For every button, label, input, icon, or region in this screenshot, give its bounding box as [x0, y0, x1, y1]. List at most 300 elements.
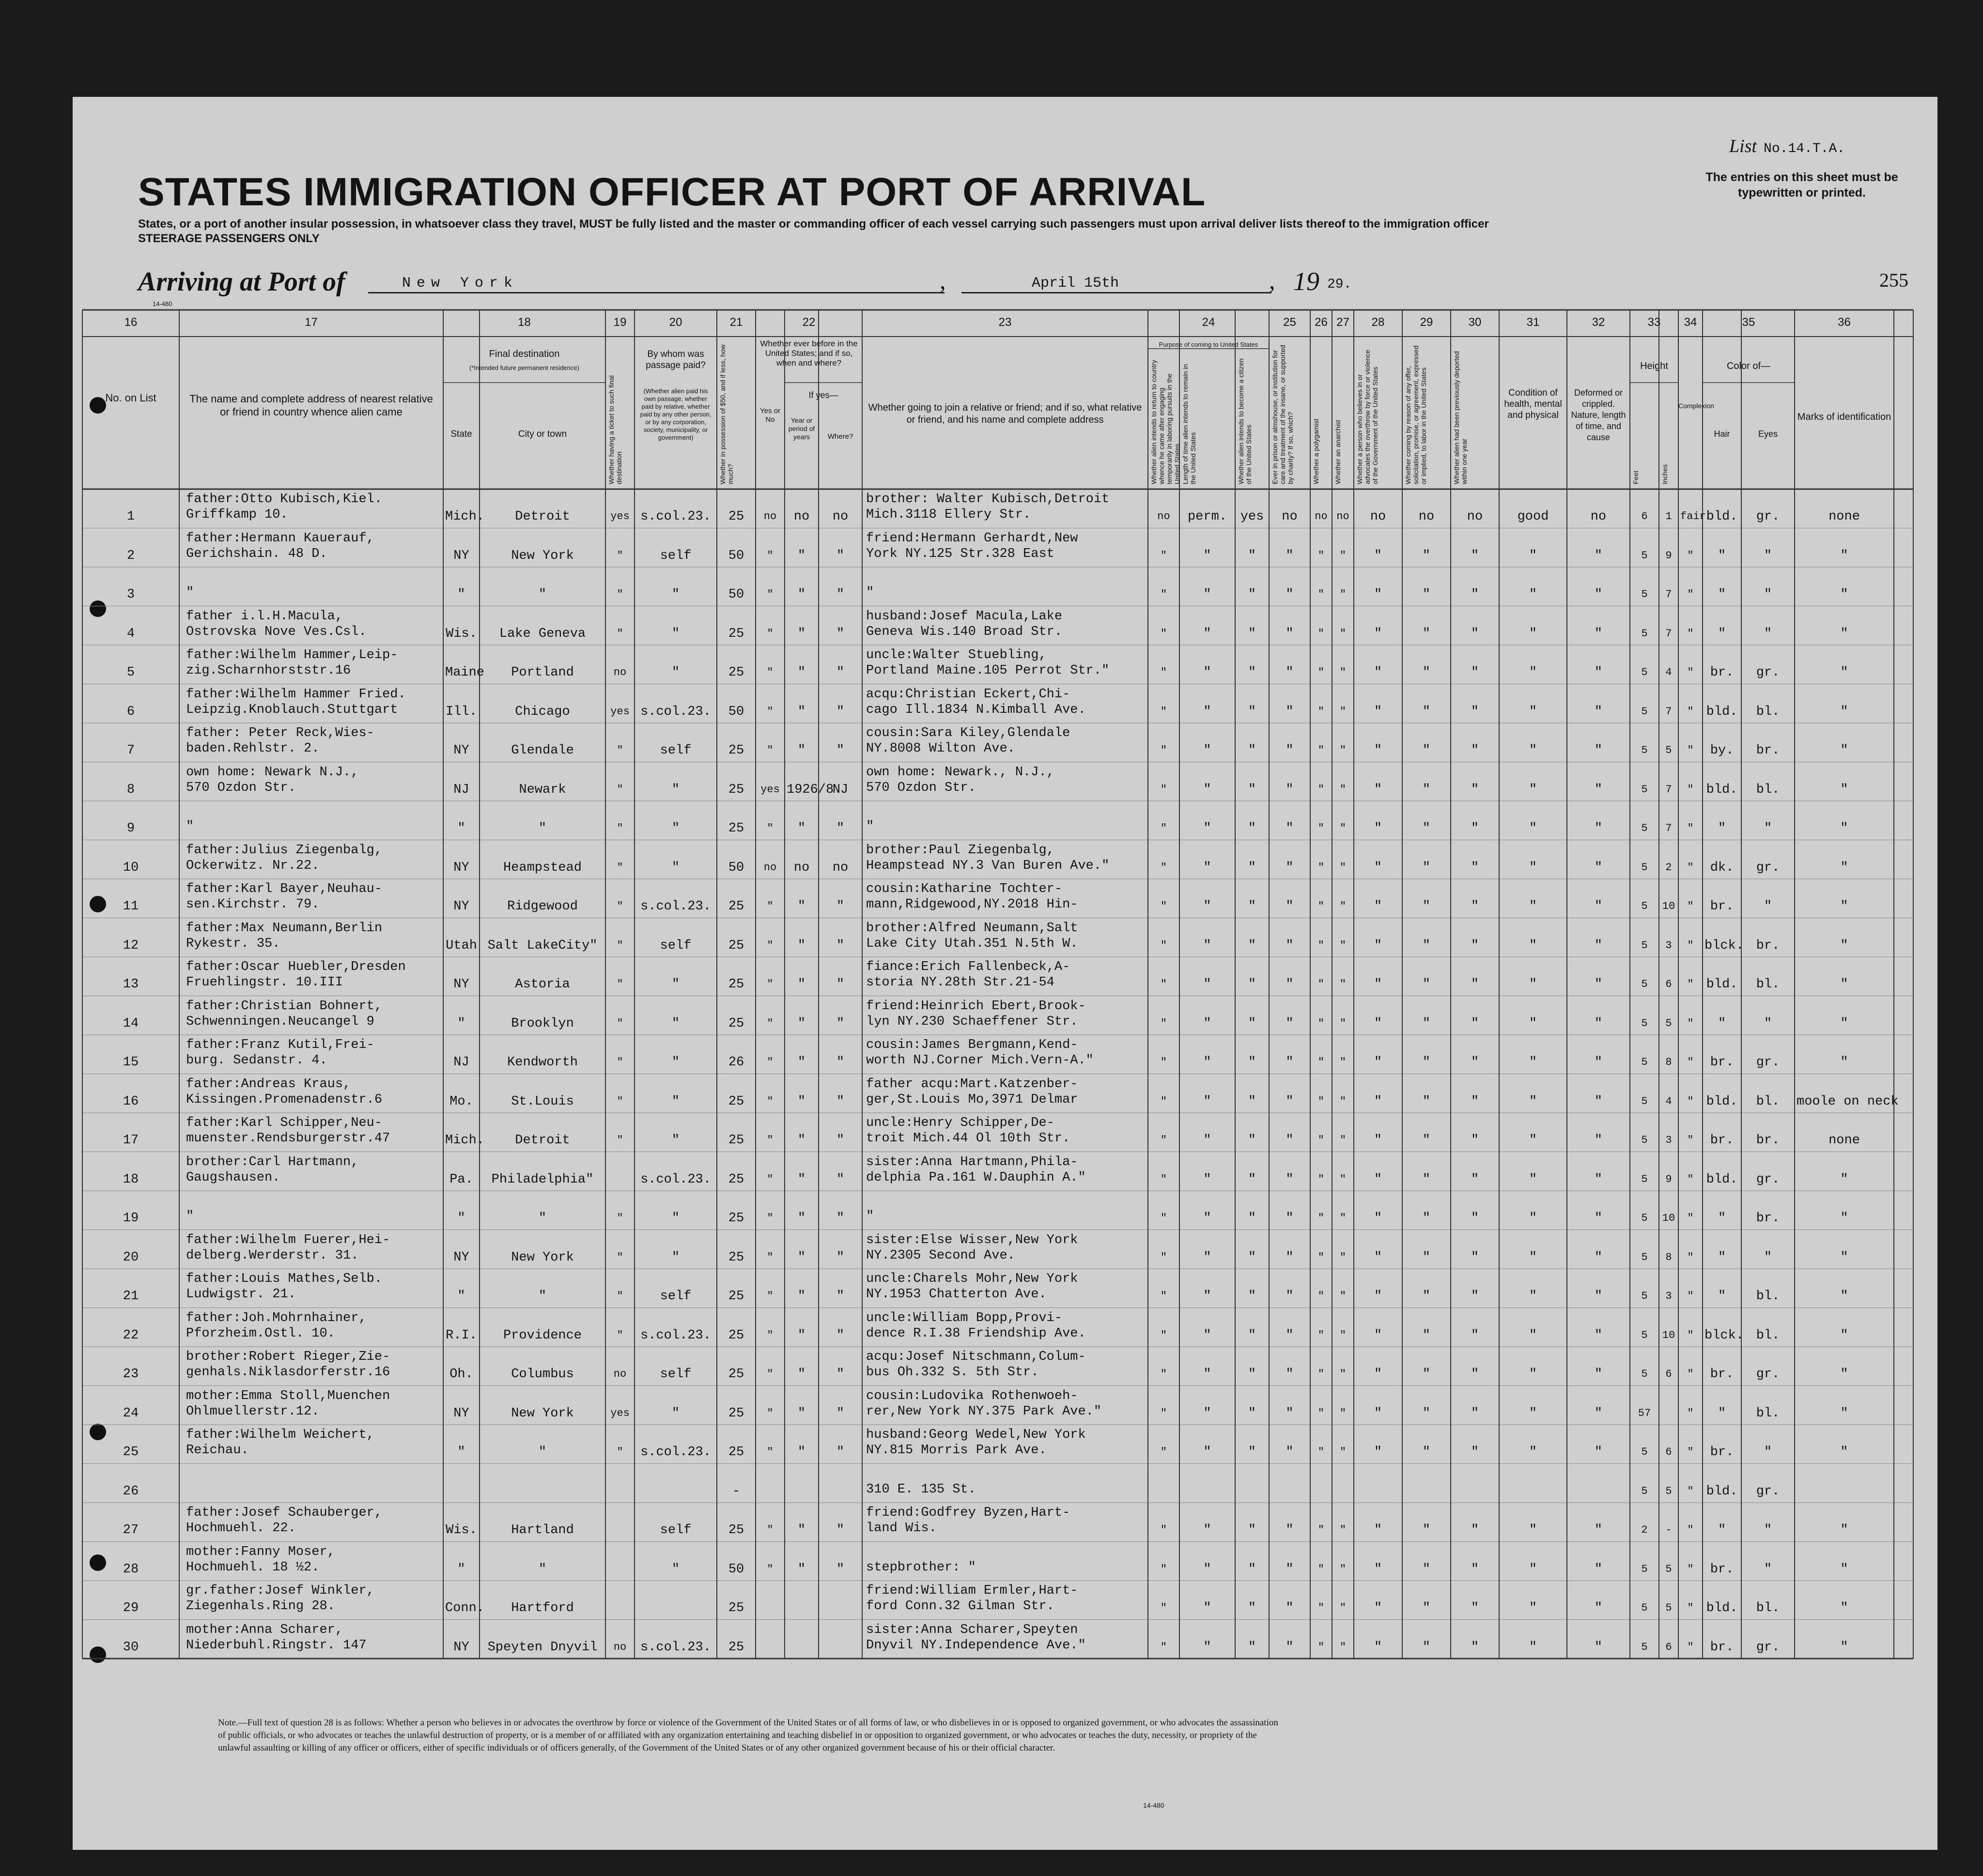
cell-c26: "	[1317, 822, 1325, 834]
relative-address: Rykestr. 35.	[186, 936, 280, 951]
cell-c30: "	[1471, 1289, 1479, 1304]
header-where: Where?	[827, 432, 853, 441]
cell-paid: s.col.23.	[640, 1445, 711, 1460]
cell-where: "	[836, 665, 845, 680]
cell-inches: 10	[1662, 1329, 1675, 1341]
cell-c27: "	[1339, 1602, 1347, 1614]
cell-health: "	[1529, 821, 1537, 836]
cell-paid: "	[671, 1016, 680, 1031]
cell-inches: 3	[1665, 1134, 1672, 1146]
cell-complexion: "	[1687, 1407, 1694, 1419]
cell-inches: 7	[1665, 627, 1672, 640]
cell-c27: "	[1339, 666, 1347, 678]
cell-c30: "	[1471, 704, 1479, 719]
cell-c26: "	[1317, 1056, 1325, 1068]
cell-where: no	[832, 509, 849, 524]
header-condition-of-health: Condition of health, mental and physical	[1504, 388, 1562, 420]
cell-c24c: "	[1248, 1406, 1256, 1421]
cell-c24c: "	[1248, 977, 1256, 992]
relative-name: own home: Newark N.J.,	[186, 765, 359, 780]
column-number: 18	[518, 316, 531, 329]
cell-eyes: br.	[1756, 938, 1780, 953]
cell-c24b: "	[1203, 977, 1211, 992]
cell-state: NJ	[453, 1055, 469, 1070]
cell-city: Philadelphia"	[491, 1172, 594, 1187]
cell-c26: "	[1317, 1134, 1325, 1146]
cell-feet: 5	[1641, 1134, 1648, 1146]
cell-c27: "	[1339, 1290, 1347, 1302]
cell-ticket: "	[617, 1056, 623, 1068]
joining-name: uncle:Walter Stuebling,	[866, 648, 1047, 662]
relative-address: genhals.Niklasdorferstr.16	[186, 1365, 390, 1380]
cell-hair: bld.	[1706, 1172, 1738, 1187]
cell-ticket: "	[617, 744, 623, 756]
cell-eyes: "	[1764, 1016, 1772, 1031]
cell-yesno: no	[763, 510, 777, 523]
cell-feet: 5	[1641, 1056, 1648, 1068]
cell-inches: 6	[1665, 1446, 1672, 1458]
header-relative: The name and complete address of nearest relative or friend in country whence alien came	[189, 393, 433, 418]
cell-c24a: "	[1160, 939, 1167, 952]
cell-paid: "	[671, 821, 680, 836]
cell-c26: "	[1317, 1641, 1325, 1653]
cell-hair: "	[1718, 1016, 1726, 1031]
cell-c29: "	[1422, 1406, 1431, 1421]
cell-c25: "	[1286, 1172, 1294, 1187]
cell-ticket: "	[617, 1095, 623, 1107]
cell-c24c: "	[1248, 1289, 1256, 1304]
cell-year: "	[797, 1055, 806, 1070]
cell-inches: 5	[1665, 1017, 1672, 1030]
cell-c28: "	[1374, 587, 1382, 602]
cell-hair: br.	[1710, 665, 1734, 680]
joining-address: York NY.125 Str.328 East	[866, 546, 1054, 561]
cell-eyes: "	[1764, 899, 1772, 914]
cell-paid: "	[671, 782, 680, 797]
cell-c28: "	[1374, 977, 1382, 992]
cell-state: Wis.	[446, 1523, 477, 1538]
cell-c30: "	[1471, 899, 1479, 914]
cell-c24c: "	[1248, 1640, 1256, 1655]
cell-paid: s.col.23.	[640, 509, 711, 524]
header-anarchist: Whether an anarchist	[1334, 419, 1342, 484]
cell-hair: br.	[1710, 1562, 1734, 1577]
cell-c26: "	[1317, 783, 1325, 796]
cell-paid: "	[671, 1406, 680, 1421]
cell-money: 25	[728, 1445, 744, 1460]
cell-eyes: "	[1764, 1445, 1772, 1460]
column-number: 26	[1315, 316, 1328, 329]
manifest-sheet	[73, 97, 1937, 1850]
cell-c24a: "	[1160, 1290, 1167, 1302]
cell-marks: none	[1828, 509, 1860, 524]
cell-complexion: "	[1687, 705, 1694, 718]
cell-c24b: "	[1203, 1523, 1211, 1538]
cell-money: 25	[728, 665, 744, 680]
cell-city: New York	[511, 1250, 574, 1265]
cell-state: NY	[453, 548, 469, 563]
cell-c30: "	[1471, 1640, 1479, 1655]
header-color-of: Color of—	[1726, 361, 1771, 371]
cell-yesno: "	[767, 1095, 774, 1107]
cell-yesno: "	[767, 666, 774, 678]
cell-city: Detroit	[515, 1133, 570, 1148]
header-city: City or town	[518, 429, 567, 439]
cell-money: 25	[728, 1367, 744, 1382]
header-labor-offer: Whether coming by reason of any offer, solicitation, promise, or agreement, expressed or implied, to labor in the United States	[1404, 345, 1427, 484]
cell-money: 25	[728, 1601, 744, 1615]
cell-c24b: "	[1203, 1133, 1211, 1148]
cell-city: New York	[511, 1406, 574, 1421]
cell-state: "	[457, 1562, 465, 1577]
cell-hair: "	[1718, 626, 1726, 641]
column-number: 23	[998, 316, 1012, 329]
cell-health: "	[1529, 1640, 1537, 1655]
relative-name: father:Julius Ziegenbalg,	[186, 843, 383, 858]
cell-complexion: "	[1687, 1173, 1694, 1185]
header-state: State	[450, 429, 472, 439]
cell-c28: "	[1374, 1211, 1382, 1226]
relative-address: Schwenningen.Neucangel 9	[186, 1014, 374, 1029]
cell-city: "	[538, 1562, 547, 1577]
joining-name: sister:Anna Hartmann,Phila-	[866, 1154, 1078, 1169]
cell-c28: "	[1374, 1172, 1382, 1187]
cell-money: 25	[728, 1211, 744, 1226]
header-no-on-list: No. on List	[105, 392, 156, 404]
relative-name: brother:Carl Hartmann,	[186, 1154, 359, 1169]
cell-marks: "	[1840, 1406, 1848, 1421]
cell-eyes: "	[1764, 626, 1772, 641]
relative-name: brother:Robert Rieger,Zie-	[186, 1350, 390, 1364]
cell-health: "	[1529, 860, 1537, 875]
cell-state: Wis.	[446, 626, 477, 641]
cell-state: R.I.	[446, 1328, 477, 1343]
cell-c24c: "	[1248, 1172, 1256, 1187]
cell-hair: bld.	[1706, 977, 1738, 992]
cell-feet: 2	[1641, 1524, 1648, 1536]
cell-c27: "	[1339, 1173, 1347, 1185]
column-number: 27	[1336, 316, 1349, 329]
cell-c24b: "	[1203, 938, 1211, 953]
cell-money: 25	[728, 1133, 744, 1148]
cell-ticket: "	[617, 1212, 623, 1224]
cell-eyes: br.	[1756, 1211, 1780, 1226]
relative-address: delberg.Werderstr. 31.	[186, 1248, 359, 1263]
cell-hair: "	[1718, 1250, 1726, 1265]
cell-health: "	[1529, 938, 1537, 953]
cell-marks: "	[1840, 1523, 1848, 1538]
cell-city: Detroit	[515, 509, 570, 524]
cell-c28: "	[1374, 899, 1382, 914]
cell-ticket: no	[613, 666, 627, 678]
cell-hair: br.	[1710, 1640, 1734, 1655]
cell-yesno: "	[767, 627, 774, 640]
cell-c24a: no	[1157, 510, 1170, 523]
cell-money: 50	[728, 587, 744, 602]
cell-city: "	[538, 1445, 547, 1460]
row-number: 5	[126, 665, 135, 680]
relative-name: father:Franz Kutil,Frei-	[186, 1038, 374, 1052]
row-number: 25	[123, 1445, 139, 1460]
joining-address: Lake City Utah.351 N.5th W.	[866, 936, 1078, 951]
cell-deformed: "	[1594, 977, 1603, 992]
cell-where: "	[836, 1445, 845, 1460]
cell-deformed: "	[1594, 1445, 1603, 1460]
cell-c28: "	[1374, 704, 1382, 719]
cell-deformed: "	[1594, 1172, 1603, 1187]
cell-c24b: "	[1203, 1094, 1211, 1109]
joining-address: Mich.3118 Ellery Str.	[866, 507, 1031, 522]
cell-c24a: "	[1160, 588, 1167, 600]
joining-name: friend:Heinrich Ebert,Brook-	[866, 999, 1086, 1014]
cell-money: 25	[728, 899, 744, 914]
cell-c26: "	[1317, 939, 1325, 952]
joining-name: uncle:Henry Schipper,De-	[866, 1116, 1054, 1130]
cell-health: "	[1529, 1211, 1537, 1226]
cell-c26: "	[1317, 744, 1325, 756]
cell-c24c: "	[1248, 1328, 1256, 1343]
header-passage-paid: By whom was passage paid?	[646, 349, 706, 370]
cell-health: "	[1529, 587, 1537, 602]
column-number: 30	[1468, 316, 1482, 329]
cell-eyes: bl.	[1756, 977, 1780, 992]
cell-c28: "	[1374, 1523, 1382, 1538]
cell-marks: "	[1840, 1367, 1848, 1382]
cell-state: "	[457, 1289, 465, 1304]
relative-name: father:Oscar Huebler,Dresden	[186, 960, 406, 974]
cell-c24c: "	[1248, 626, 1256, 641]
column-number: 34	[1684, 316, 1697, 329]
cell-c29: "	[1422, 704, 1431, 719]
cell-hair: "	[1718, 1211, 1726, 1226]
relative-name: father i.l.H.Macula,	[186, 609, 343, 624]
relative-name: father:Andreas Kraus,	[186, 1076, 351, 1092]
cell-complexion: "	[1687, 1212, 1694, 1224]
cell-marks: "	[1840, 1640, 1848, 1655]
cell-health: "	[1529, 1289, 1537, 1304]
cell-c29: "	[1422, 1562, 1431, 1577]
cell-eyes: gr.	[1756, 665, 1780, 680]
cell-city: Hartland	[511, 1523, 574, 1538]
cell-c25: "	[1286, 587, 1294, 602]
cell-hair: "	[1718, 1289, 1726, 1304]
cell-eyes: bl.	[1756, 1406, 1780, 1421]
cell-c29: "	[1422, 1523, 1431, 1538]
cell-inches: 3	[1665, 1290, 1672, 1302]
cell-health: "	[1529, 1094, 1537, 1109]
cell-paid: self	[660, 548, 692, 563]
cell-c27: "	[1339, 822, 1347, 834]
cell-feet: 5	[1641, 666, 1648, 678]
cell-health: "	[1529, 1055, 1537, 1070]
relative-address: baden.Rehlstr. 2.	[186, 741, 320, 756]
cell-state: NY	[453, 899, 469, 914]
cell-c30: "	[1471, 1250, 1479, 1265]
cell-inches: 4	[1665, 1095, 1672, 1107]
cell-hair: br.	[1710, 1445, 1734, 1460]
cell-ticket: "	[617, 822, 623, 834]
cell-complexion: "	[1687, 1095, 1694, 1107]
relative-address: 570 Ozdon Str.	[186, 780, 296, 795]
cell-feet: 5	[1641, 1485, 1648, 1497]
cell-c27: "	[1339, 588, 1347, 600]
port-field-line	[368, 292, 945, 293]
cell-complexion: "	[1687, 1017, 1694, 1030]
cell-c24b: "	[1203, 1250, 1211, 1265]
relative-address: Ockerwitz. Nr.22.	[186, 858, 320, 873]
cell-ticket: no	[613, 1368, 627, 1380]
cell-state: Mo.	[449, 1094, 473, 1109]
relative-name: mother:Anna Scharer,	[186, 1622, 343, 1637]
cell-c24b: "	[1203, 548, 1211, 563]
cell-year: "	[797, 1016, 806, 1031]
cell-eyes: "	[1764, 587, 1772, 602]
cell-c24a: "	[1160, 1056, 1167, 1068]
cell-hair: "	[1718, 1523, 1726, 1538]
cell-c25: "	[1286, 665, 1294, 680]
arriving-label: Arriving at Port of	[138, 267, 345, 297]
cell-c28: "	[1374, 1367, 1382, 1382]
cell-c28: no	[1370, 509, 1386, 524]
cell-c24c: "	[1248, 1250, 1256, 1265]
header-hair: Hair	[1714, 429, 1730, 439]
cell-feet: 5	[1641, 783, 1648, 796]
cell-c27: "	[1339, 744, 1347, 756]
cell-year: "	[797, 665, 806, 680]
cell-yesno: "	[767, 1563, 774, 1575]
cell-yesno: "	[767, 1290, 774, 1302]
cell-c24a: "	[1160, 1095, 1167, 1107]
cell-complexion: "	[1687, 1485, 1694, 1497]
cell-yesno: "	[767, 744, 774, 756]
cell-money: 50	[728, 548, 744, 563]
cell-c30: "	[1471, 1562, 1479, 1577]
cell-c25: "	[1286, 548, 1294, 563]
cell-eyes: bl.	[1756, 1289, 1780, 1304]
binder-hole	[90, 600, 106, 617]
column-number: 25	[1283, 316, 1296, 329]
cell-hair: bld.	[1706, 782, 1738, 797]
cell-c24b: "	[1203, 665, 1211, 680]
cell-paid: "	[671, 1562, 680, 1577]
cell-paid: s.col.23.	[640, 1328, 711, 1343]
column-number: 33	[1647, 316, 1661, 329]
cell-where: "	[836, 1172, 845, 1187]
cell-c24c: "	[1248, 821, 1256, 836]
cell-eyes: bl.	[1756, 1601, 1780, 1615]
relative-address: Ziegenhals.Ring 28.	[186, 1599, 335, 1614]
cell-c25: "	[1286, 704, 1294, 719]
column-number: 21	[729, 316, 743, 329]
cell-c26: "	[1317, 1602, 1325, 1614]
cell-yesno: yes	[760, 783, 780, 796]
cell-money: 25	[728, 1523, 744, 1538]
cell-inches: 7	[1665, 822, 1672, 834]
port-value: New York	[402, 275, 519, 292]
cell-eyes: gr.	[1756, 509, 1780, 524]
cell-ticket: "	[617, 1017, 623, 1030]
cell-c26: "	[1317, 861, 1325, 874]
cell-c24a: "	[1160, 861, 1167, 874]
row-number: 1	[126, 509, 135, 524]
cell-year: "	[797, 626, 806, 641]
cell-feet: 5	[1641, 1017, 1648, 1030]
cell-c25: "	[1286, 977, 1294, 992]
cell-yesno: "	[767, 978, 774, 990]
cell-c29: "	[1422, 548, 1431, 563]
cell-where: "	[836, 704, 845, 719]
header-inches: Inches	[1661, 464, 1669, 484]
cell-money: 26	[728, 1055, 744, 1070]
cell-complexion: "	[1687, 1641, 1694, 1653]
cell-marks: "	[1840, 860, 1848, 875]
cell-marks: "	[1840, 1562, 1848, 1577]
cell-deformed: "	[1594, 1289, 1603, 1304]
cell-inches: 4	[1665, 666, 1672, 678]
cell-c24b: "	[1203, 1367, 1211, 1382]
row-number: 14	[123, 1016, 139, 1031]
cell-c24c: "	[1248, 587, 1256, 602]
cell-c28: "	[1374, 1055, 1382, 1070]
cell-c26: "	[1317, 1290, 1325, 1302]
cell-health: "	[1529, 1250, 1537, 1265]
cell-c30: "	[1471, 1445, 1479, 1460]
cell-paid: "	[671, 1133, 680, 1148]
cell-feet: 5	[1641, 939, 1648, 952]
cell-c29: "	[1422, 665, 1431, 680]
cell-c25: "	[1286, 743, 1294, 758]
cell-c24b: "	[1203, 1445, 1211, 1460]
cell-c24b: "	[1203, 1211, 1211, 1226]
cell-paid: "	[671, 1250, 680, 1265]
relative-name: mother:Emma Stoll,Muenchen	[186, 1388, 390, 1403]
relative-name: father:Wilhelm Fuerer,Hei-	[186, 1232, 390, 1247]
cell-complexion: "	[1687, 1056, 1694, 1068]
cell-c29: "	[1422, 1094, 1431, 1109]
cell-c24c: "	[1248, 1094, 1256, 1109]
cell-c30: "	[1471, 1601, 1479, 1615]
cell-deformed: "	[1594, 1055, 1603, 1070]
cell-where: "	[836, 1289, 845, 1304]
cell-c27: "	[1339, 1524, 1347, 1536]
header-complexion: Complexion	[1678, 402, 1714, 410]
relative-address: Hochmuehl. 22.	[186, 1521, 296, 1536]
cell-yesno: "	[767, 1524, 774, 1536]
joining-name: acqu:Josef Nitschmann,Colum-	[866, 1350, 1086, 1364]
cell-money: 25	[728, 938, 744, 953]
row-number: 2	[126, 548, 135, 563]
cell-inches: -	[1665, 1524, 1672, 1536]
cell-money: 25	[728, 1289, 744, 1304]
cell-c27: "	[1339, 1056, 1347, 1068]
cell-c29: "	[1422, 1445, 1431, 1460]
header-ticket: Whether having a ticket to such final destination	[607, 375, 623, 484]
cell-c30: "	[1471, 587, 1479, 602]
cell-c26: "	[1317, 666, 1325, 678]
cell-c26: "	[1317, 705, 1325, 718]
header-money: Whether in possession of $50, and if less, how much?	[719, 344, 734, 484]
cell-paid: self	[660, 1367, 692, 1382]
cell-c30: "	[1471, 938, 1479, 953]
header-join-relative: Whether going to join a relative or friend; and if so, what relative or friend, and his name and complete address	[868, 402, 1142, 425]
cell-deformed: "	[1594, 1133, 1603, 1148]
cell-c26: "	[1317, 900, 1325, 912]
column-number: 24	[1202, 316, 1215, 329]
cell-c26: "	[1317, 1173, 1325, 1185]
cell-c25: "	[1286, 1640, 1294, 1655]
cell-c24a: "	[1160, 783, 1167, 796]
joining-address: mann,Ridgewood,NY.2018 Hin-	[866, 897, 1078, 912]
